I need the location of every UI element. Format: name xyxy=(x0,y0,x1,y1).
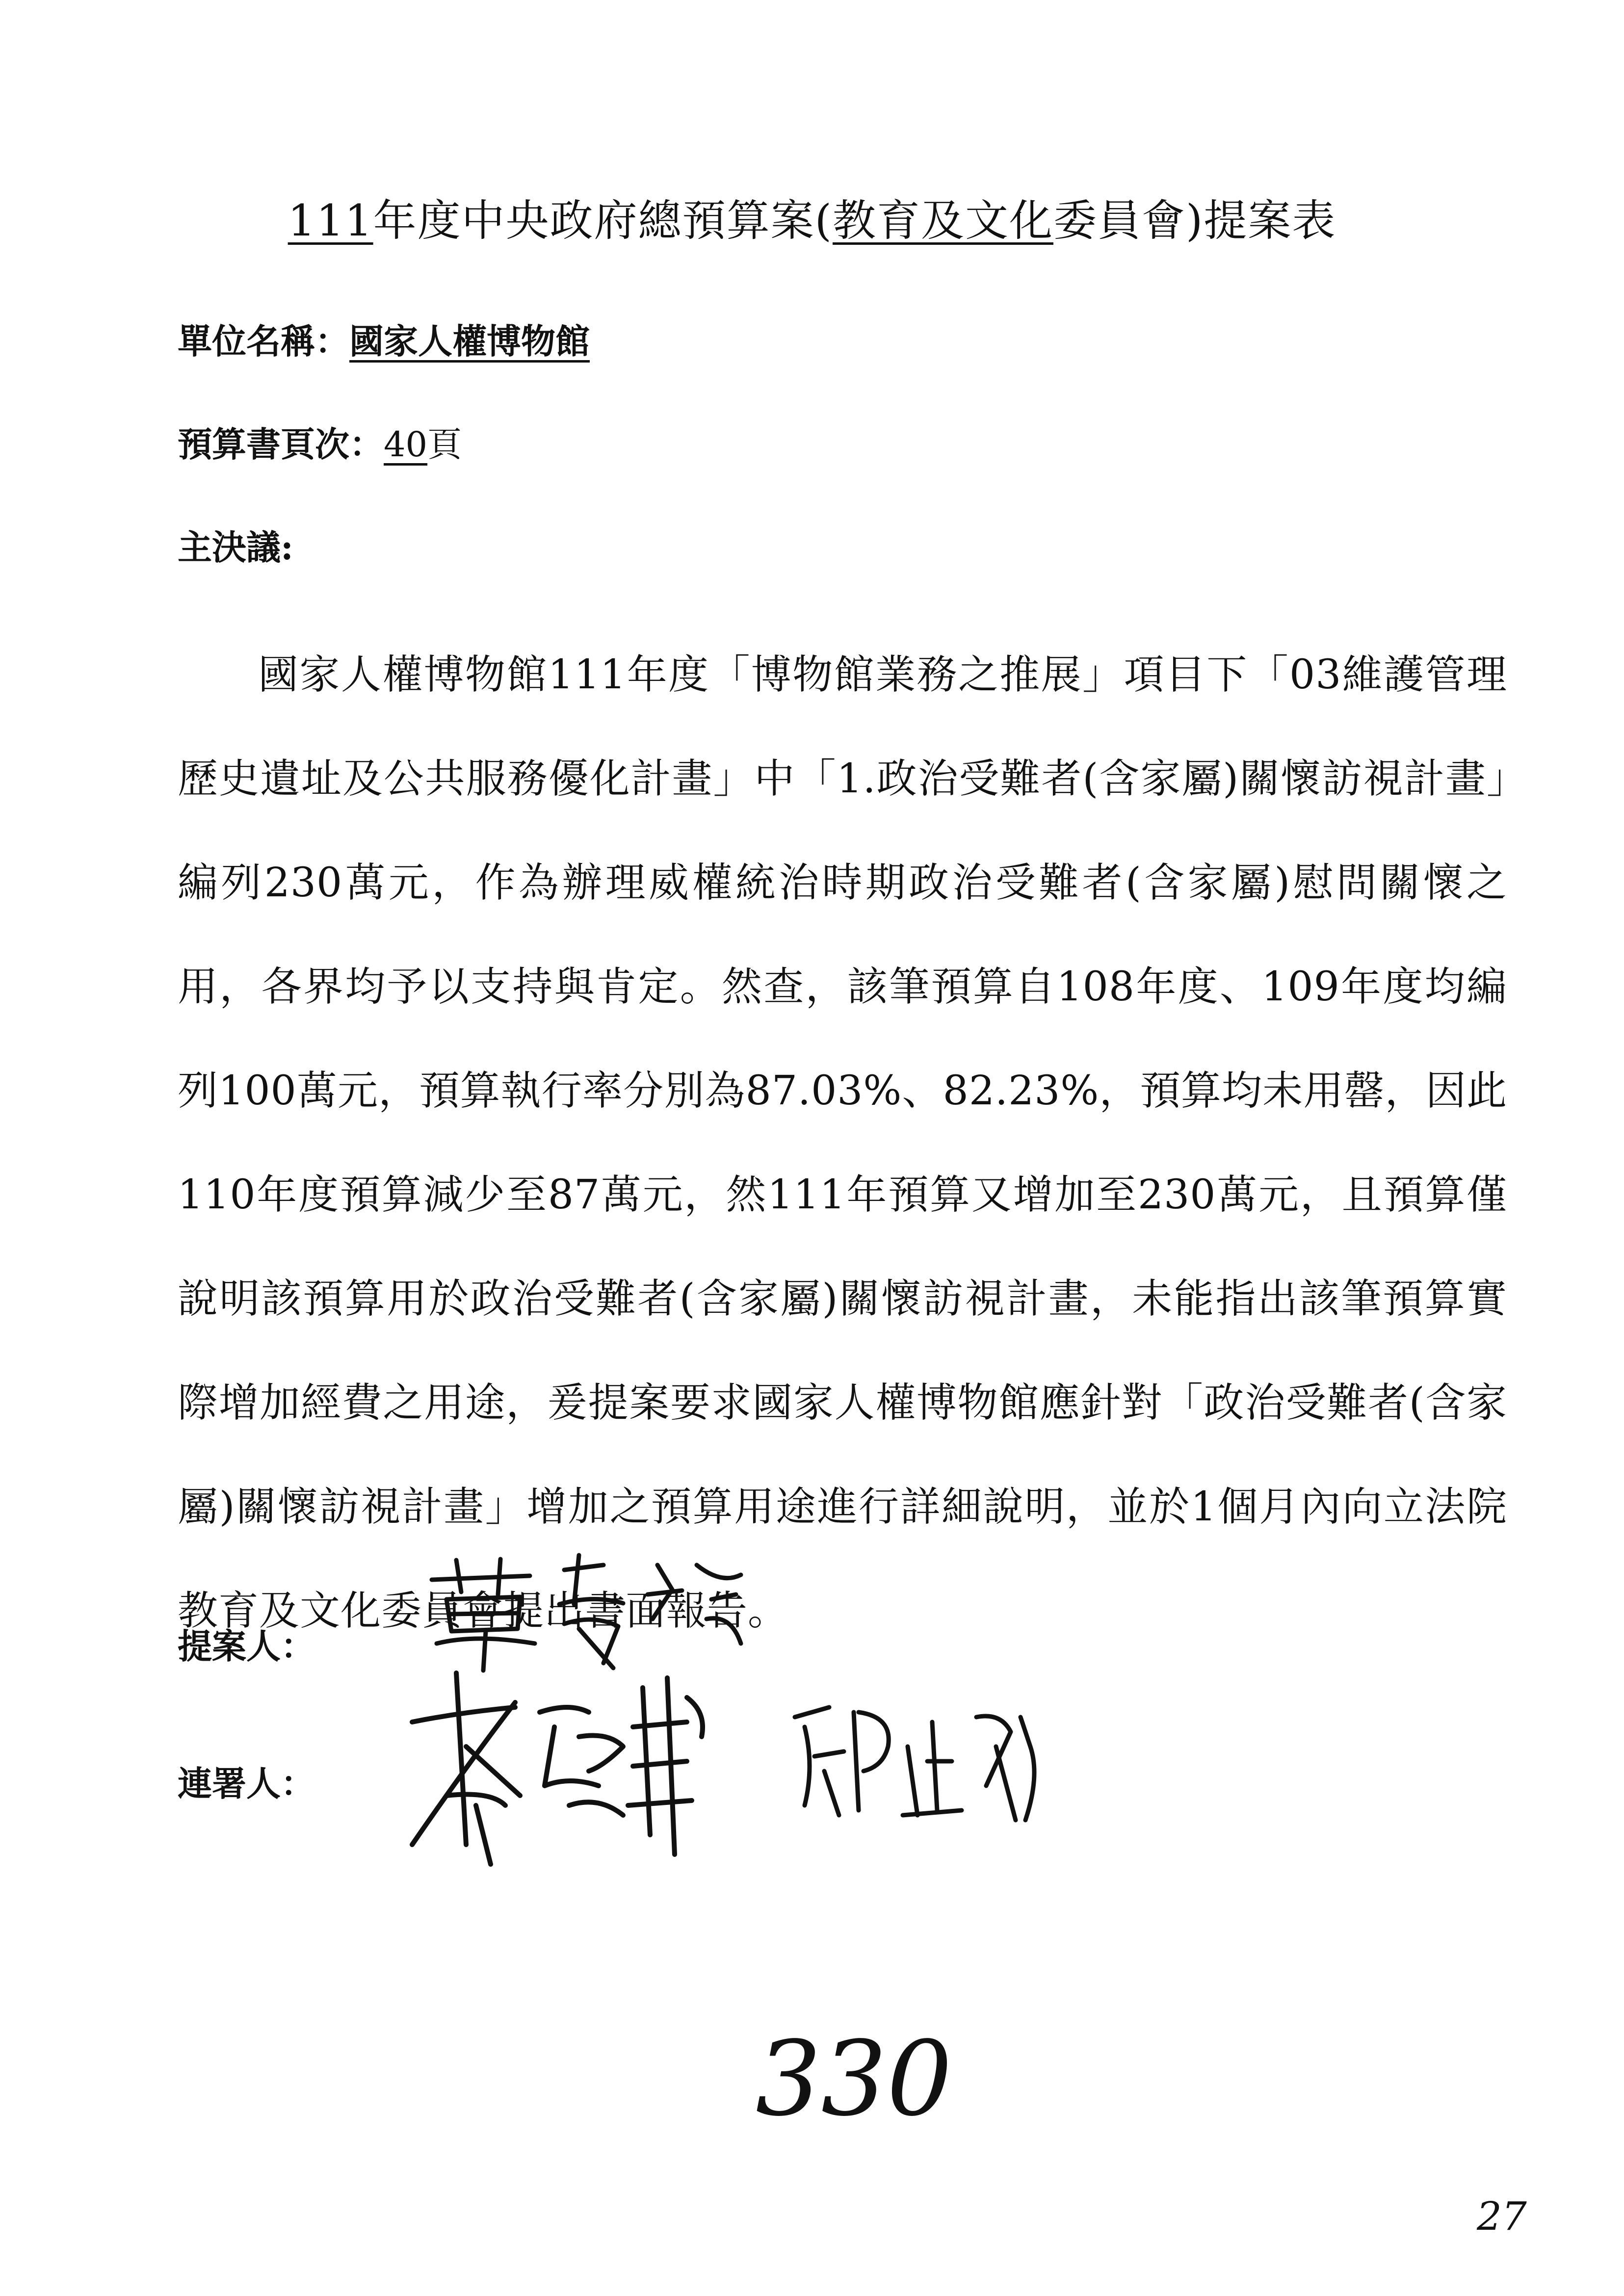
page-title xyxy=(0,186,1624,248)
resolution-body: 國家人權博物館111年度「博物館業務之推展」項目下「03維護管理歷史遺址及公共服務優化計畫」中「1.政治受難者(含家屬)關懷訪視計畫」編列230萬元，作為辦理威權統治時期政治受難者(含家屬)慰問關懷之用，各界均予以支持與肯定。然查，該筆預算自108年度、109年度均編列100萬元，預算執行率分別為87.03%、82.23%，預算均未用罄，因此110年度預算減少至87萬元，然111年預算又增加至230萬元，且預算僅說明該預算用於政治受難者(含家屬)關懷訪視計畫，未能指出該筆預算實際增加經費之用途，爰提案要求國家人權博物館應針對「政治受難者(含家屬)關懷訪視計畫」增加之預算用途進行詳細說明，並於1個月內向立法院教育及文化委員會提出書面報告。 xyxy=(178,652,1507,1634)
page-number-text: 27 xyxy=(1477,2193,1527,2239)
proposer-label: 提案人： xyxy=(178,1626,315,1667)
unit-value: 國家人權博物館 xyxy=(349,321,590,362)
resolution-label: 主決議: xyxy=(178,527,293,568)
cosigner-signature-2 xyxy=(785,1688,1060,1845)
page-number xyxy=(1472,2188,1550,2242)
title-part2: 委員會)提案表 xyxy=(1053,195,1336,246)
budget-page-value: 40 xyxy=(384,424,428,465)
cosigner-label: 連署人： xyxy=(178,1763,315,1804)
title-year: 111 xyxy=(288,195,373,246)
unit-field xyxy=(178,314,590,364)
cosigner-signature-1 xyxy=(393,1658,736,1879)
budget-page-label: 預算書頁次： xyxy=(178,424,384,465)
unit-label: 單位名稱： xyxy=(178,321,349,362)
handwritten-number-text: 330 xyxy=(756,2019,952,2134)
title-committee: 教育及文化 xyxy=(832,195,1053,246)
budget-page-suffix: 頁 xyxy=(427,424,462,465)
title-part1: 年度中央政府總預算案( xyxy=(373,195,833,246)
handwritten-number xyxy=(746,2007,1021,2134)
budget-page-field xyxy=(178,417,462,467)
